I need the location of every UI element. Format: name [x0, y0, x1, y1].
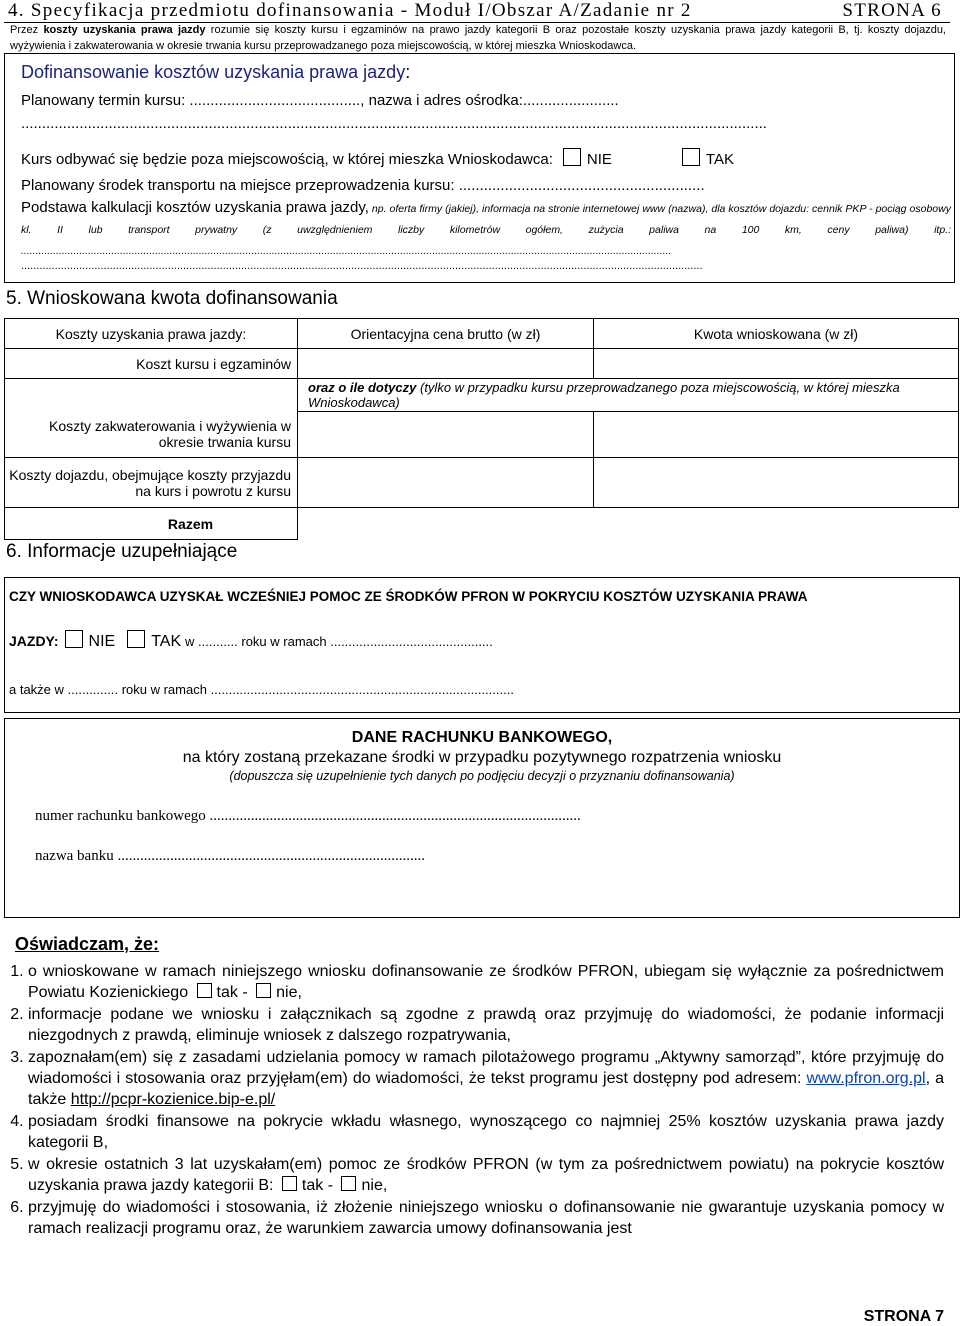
table-row-lodging — [5, 412, 959, 458]
bank-title: DANE RACHUNKU BANKOWEGO, — [351, 729, 613, 746]
declarations — [4, 934, 944, 1240]
checkbox-3yr-no[interactable] — [341, 1176, 356, 1191]
calculation-basis-line[interactable]: ............................................................................................................................................................................................................................... — [21, 260, 703, 272]
pfron-link[interactable]: www.pfron.org.pl — [806, 1070, 926, 1087]
declarations-title: Oświadczam, że: — [15, 934, 160, 954]
checkbox-3yr-yes[interactable] — [282, 1176, 297, 1191]
bank-note: (dopuszcza się uzupełnienie tych danych po podjęciu decyzji o przyznaniu dofinansowania) — [229, 769, 735, 783]
transport-field[interactable]: Planowany środek transportu na miejsce przeprowadzenia kursu: ........................................................... — [21, 177, 705, 194]
intro-bold: koszty uzyskania prawa jazdy — [43, 24, 206, 36]
col-costs-header: Koszty uzyskania prawa jazdy: — [5, 319, 298, 349]
course-price-cell[interactable] — [298, 349, 594, 379]
table-note-row — [5, 379, 959, 412]
row-course-label: Koszt kursu i egzaminów — [5, 349, 298, 379]
financing-title: Dofinansowanie kosztów uzyskania prawa jazdy — [21, 62, 406, 82]
table-header-row — [5, 319, 959, 349]
cost-table — [4, 318, 959, 540]
course-requested-cell[interactable] — [594, 349, 959, 379]
table-row-travel — [5, 458, 959, 508]
col-requested-header: Kwota wnioskowana (w zł) — [594, 319, 959, 349]
col-price-header: Orientacyjna cena brutto (w zł) — [298, 319, 594, 349]
footer-page-number: STRONA 7 — [863, 1308, 944, 1325]
pcpr-link[interactable]: http://pcpr-kozienice.bip-e.pl/ — [70, 1091, 276, 1108]
list-item: 1. o wnioskowane w ramach niniejszego wniosku dofinansowanie ze środków PFRON, ubiegam się wyłącznie za pośrednictwem Powiatu Kozienickiego tak - nie, — [28, 961, 944, 1003]
previous-support-answer-row: JAZDY: NIE TAK w ........... roku w ramach ............................................. — [9, 630, 493, 651]
checkbox-no[interactable] — [563, 148, 581, 166]
list-item: 4. posiadam środki finansowe na pokrycie wkładu własnego, wynoszącego co najmniej 25% kosztów uzyskania prawa jazdy kategorii B, — [28, 1111, 944, 1153]
checkbox-pfron-yes[interactable] — [197, 983, 212, 998]
bank-details-box — [4, 718, 960, 918]
address-continuation-field[interactable]: ................................................................................................................................................................................... — [21, 115, 767, 132]
section6-title: 6. Informacje uzupełniające — [6, 541, 238, 562]
account-number-field[interactable]: numer rachunku bankowego ................................................................................................... — [35, 808, 581, 824]
checkbox-yes[interactable] — [682, 148, 700, 166]
checkbox-prev-yes[interactable] — [127, 630, 145, 648]
lodging-price-cell[interactable] — [298, 412, 594, 458]
row-lodging-label: Koszty zakwaterowania i wyżywienia w okresie trwania kursu — [5, 412, 298, 458]
previous-support-box — [4, 577, 960, 713]
intro-paragraph: Przez koszty uzyskania prawa jazdy rozumie się koszty kursu i egzaminów na prawo jazdy kategorii B oraz pozostałe koszty uzyskania prawa jazdy kategorii B, tj. koszty dojazdu, wyżywienia i zakwaterowania w okresie trwania kursu przeprowadzanego poza miejscowością, w której mieszka Wnioskodawca. — [10, 24, 946, 52]
prev-yes-label: TAK — [151, 633, 182, 650]
prev-also-field[interactable]: a także w .............. roku w ramach .................................................................................... — [9, 682, 514, 697]
total-price-cell[interactable] — [298, 508, 594, 540]
financing-title-row: Dofinansowanie kosztów uzyskania prawa jazdy: — [21, 62, 411, 82]
section5-title: 5. Wnioskowana kwota dofinansowania — [6, 288, 338, 309]
prev-year-program-field[interactable]: w ........... roku w ramach ............................................. — [185, 634, 493, 649]
checkbox-prev-no[interactable] — [65, 630, 83, 648]
page-header — [4, 0, 950, 23]
calculation-basis[interactable]: Podstawa kalkulacji kosztów uzyskania prawa jazdy, np. oferta firmy (jakiej), informacja na stronie internetowej www (nazwa), dla kosztów dojazdu: cennik PKP - pociąg osobowy kl. II lub transport prywatny (z uwzględnieniem liczby kilometrów ogółem, zużycia paliwa na 100 km, ceny paliwa) itp.: ............................................................................................................................................................................................................................... — [21, 199, 951, 257]
table-note: oraz o ile dotyczy (tylko w przypadku kursu przeprowadzanego poza miejscowością, w której mieszka Wnioskodawca) — [298, 379, 959, 412]
checkbox-pfron-no[interactable] — [256, 983, 271, 998]
bank-name-field[interactable]: nazwa banku .................................................................................. — [35, 848, 425, 864]
row-travel-label: Koszty dojazdu, obejmujące koszty przyjazdu na kurs i powrotu z kursu — [5, 458, 298, 508]
list-item: 5. w okresie ostatnich 3 lat uzyskałam(em) pomoc ze środków PFRON (w tym za pośrednictwem powiatu) na pokrycie kosztów uzyskania prawa jazdy kategorii B: tak - nie, — [28, 1154, 944, 1196]
list-item: 2. informacje podane we wniosku i załącznikach są zgodne z prawdą oraz przyjmuję do wiadomości, że podanie informacji niezgodnych z prawdą, eliminuje wniosek z dalszego rozpatrywania, — [28, 1004, 944, 1046]
planned-date-field[interactable]: Planowany termin kursu: ........................................., nazwa i adres ośrodka:....................... — [21, 92, 619, 109]
lodging-requested-cell[interactable] — [594, 412, 959, 458]
travel-price-cell[interactable] — [298, 458, 594, 508]
list-item: 6. przyjmuję do wiadomości i stosowania, iż złożenie niniejszego wniosku o dofinansowanie nie gwarantuje uzyskania pomocy w ramach realizacji programu oraz, że warunkiem zawarcia umowy dofinansowania jest — [28, 1197, 944, 1239]
travel-requested-cell[interactable] — [594, 458, 959, 508]
declarations-list — [4, 961, 944, 1239]
financing-box — [4, 53, 955, 283]
header-page-number: STRONA 6 — [842, 0, 942, 21]
list-item: 3. zapoznałam(em) się z zasadami udzielania pomocy w ramach pilotażowego programu „Aktywny samorząd”, które przyjmuję do wiadomości i stosowania oraz przyjęłam(em) do wiadomości, że tekst programu jest dostępny pod adresem: www.pfron.org.pl, a także http://pcpr-kozienice.bip-e.pl/ — [28, 1047, 944, 1110]
previous-support-question: CZY WNIOSKODAWCA UZYSKAŁ WCZEŚNIEJ POMOC ZE ŚRODKÓW PFRON W POKRYCIU KOSZTÓW UZYSKANIA PRAWA — [9, 589, 808, 604]
table-row-total — [5, 508, 959, 540]
outside-locality-question: Kurs odbywać się będzie poza miejscowością, w której mieszka Wnioskodawca: NIE TAK — [21, 148, 734, 168]
option-no-label: NIE — [586, 151, 612, 168]
prev-no-label: NIE — [88, 633, 116, 650]
table-row-course — [5, 349, 959, 379]
option-yes-label: TAK — [705, 151, 734, 168]
bank-subtitle: na który zostaną przekazane środki w przypadku pozytywnego rozpatrzenia wniosku — [182, 749, 782, 766]
header-title: 4. Specyfikacja przedmiotu dofinansowania - Moduł I/Obszar A/Zadanie nr 2 — [8, 0, 692, 21]
row-total-label: Razem — [5, 508, 298, 540]
